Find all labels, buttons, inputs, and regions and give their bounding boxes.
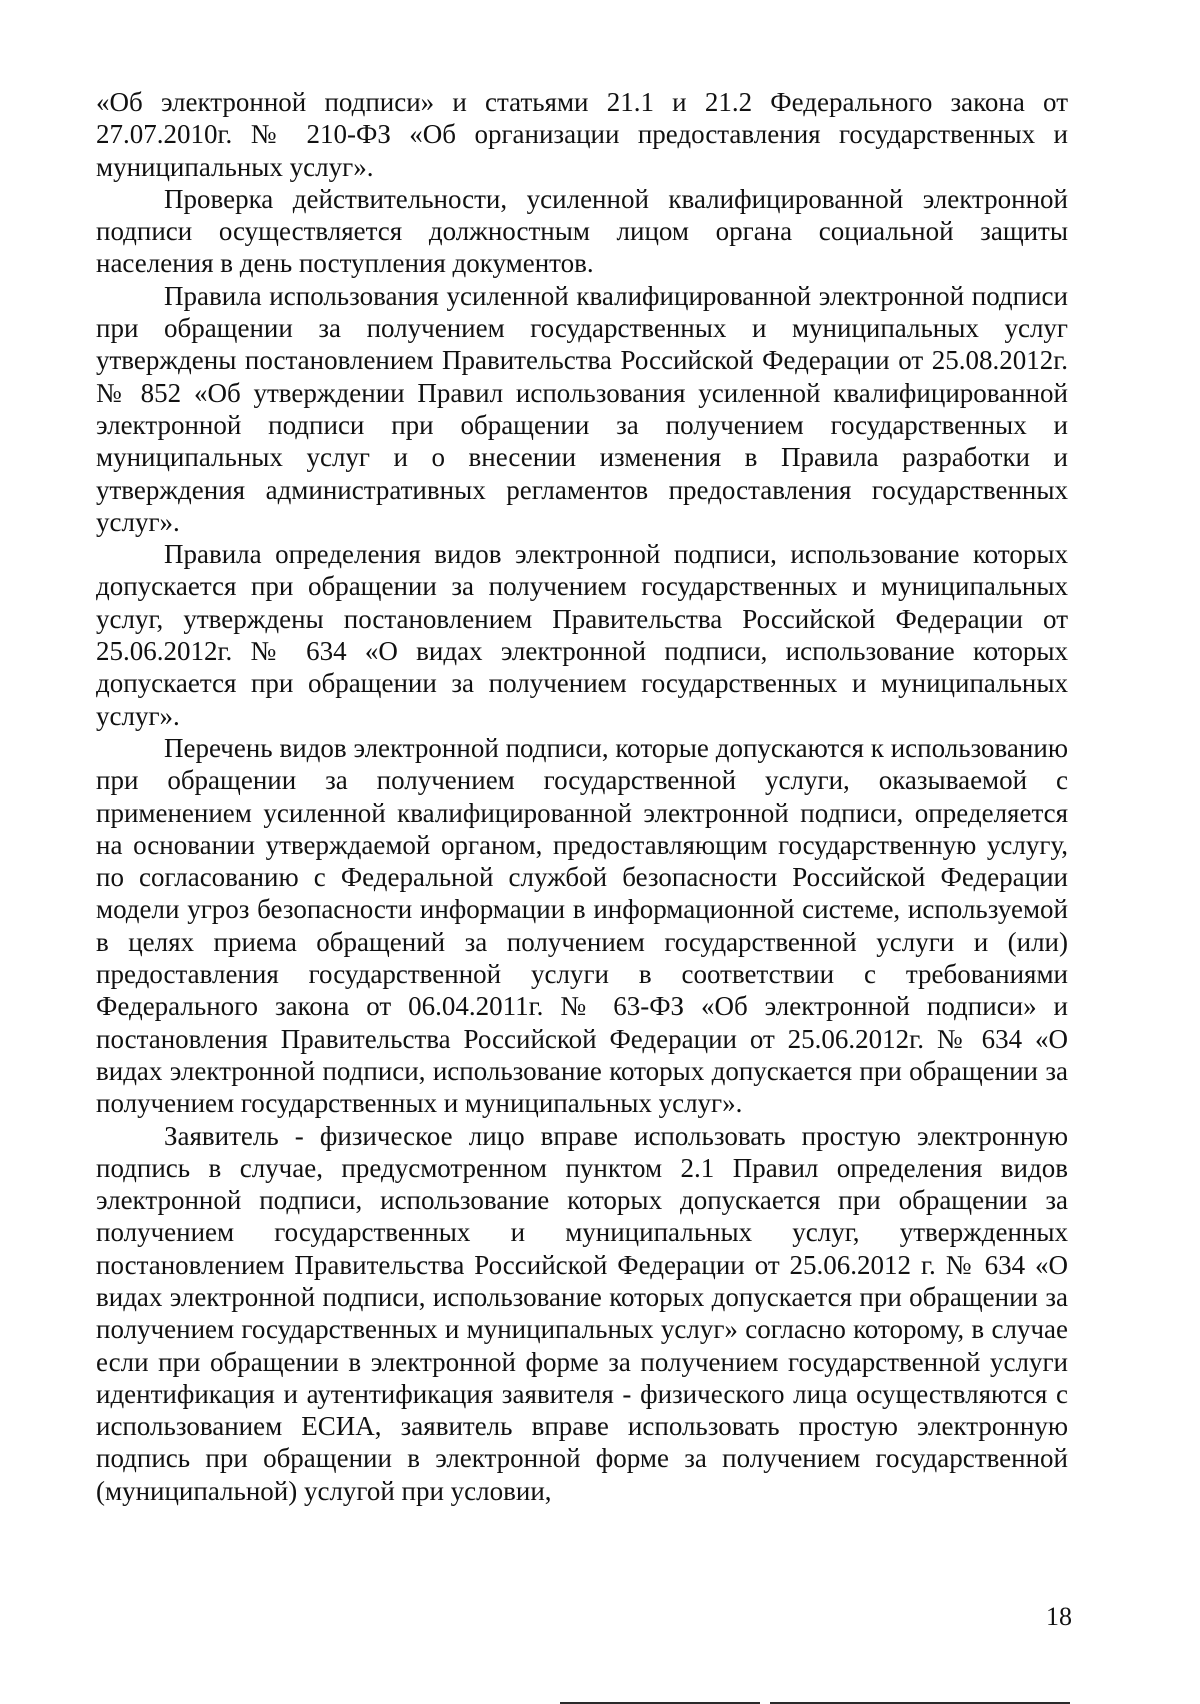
paragraph-5: Перечень видов электронной подписи, которые допускаются к использованию при обращении за получением государственной услуги, оказываемой с применением усиленной квалифицированной электронной подписи, определяется на основании утверждаемой органом, предоставляющим государственную услугу, по согласованию с Федеральной службой безопасности Российской Федерации модели угроз безопасности информации в информационной системе, используемой в целях приема обращений за получением государственной услуги и (или) предоставления государственной услуги в соответствии с требованиями Федерального закона от 06.04.2011г. № 63-ФЗ «Об электронной подписи» и постановления Правительства Российской Федерации от 25.06.2012г. № 634 «О видах электронной подписи, использование которых допускается при обращении за получением государственных и муниципальных услуг».: [96, 732, 1068, 1119]
paragraph-3: Правила использования усиленной квалифицированной электронной подписи при обращении за получением государственных и муниципальных услуг утверждены постановлением Правительства Российской Федерации от 25.08.2012г. № 852 «Об утверждении Правил использования усиленной квалифицированной электронной подписи при обращении за получением государственных и муниципальных услуг и о внесении изменения в Правила разработки и утверждения административных регламентов предоставления государственных услуг».: [96, 280, 1068, 537]
paragraph-4: Правила определения видов электронной подписи, использование которых допускается при обращении за получением государственных и муниципальных услуг, утверждены постановлением Правительства Российской Федерации от 25.06.2012г. № 634 «О видах электронной подписи, использование которых допускается при обращении за получением государственных и муниципальных услуг».: [96, 539, 1068, 731]
paragraph-2: Проверка действительности, усиленной квалифицированной электронной подписи осуществляется должностным лицом органа социальной защиты населения в день поступления документов.: [96, 183, 1068, 279]
paragraph-6: Заявитель - физическое лицо вправе использовать простую электронную подпись в случае, предусмотренном пунктом 2.1 Правил определения видов электронной подписи, использование которых допускается при обращении за получением государственных и муниципальных услуг, утвержденных постановлением Правительства Российской Федерации от 25.06.2012 г. № 634 «О видах электронной подписи, использование которых допускается при обращении за получением государственных и муниципальных услуг» согласно которому, в случае если при обращении в электронной форме за получением государственной услуги идентификация и аутентификация заявителя - физического лица осуществляются с использованием ЕСИА, заявитель вправе использовать простую электронную подпись при обращении в электронной форме за получением государственной (муниципальной) услугой при условии,: [96, 1120, 1068, 1506]
page-number: 18: [1046, 1602, 1072, 1631]
paragraph-1: «Об электронной подписи» и статьями 21.1 и 21.2 Федерального закона от 27.07.2010г. № 210-ФЗ «Об организации предоставления государственных и муниципальных услуг».: [96, 87, 1068, 182]
document-body: [96, 86, 1068, 1507]
